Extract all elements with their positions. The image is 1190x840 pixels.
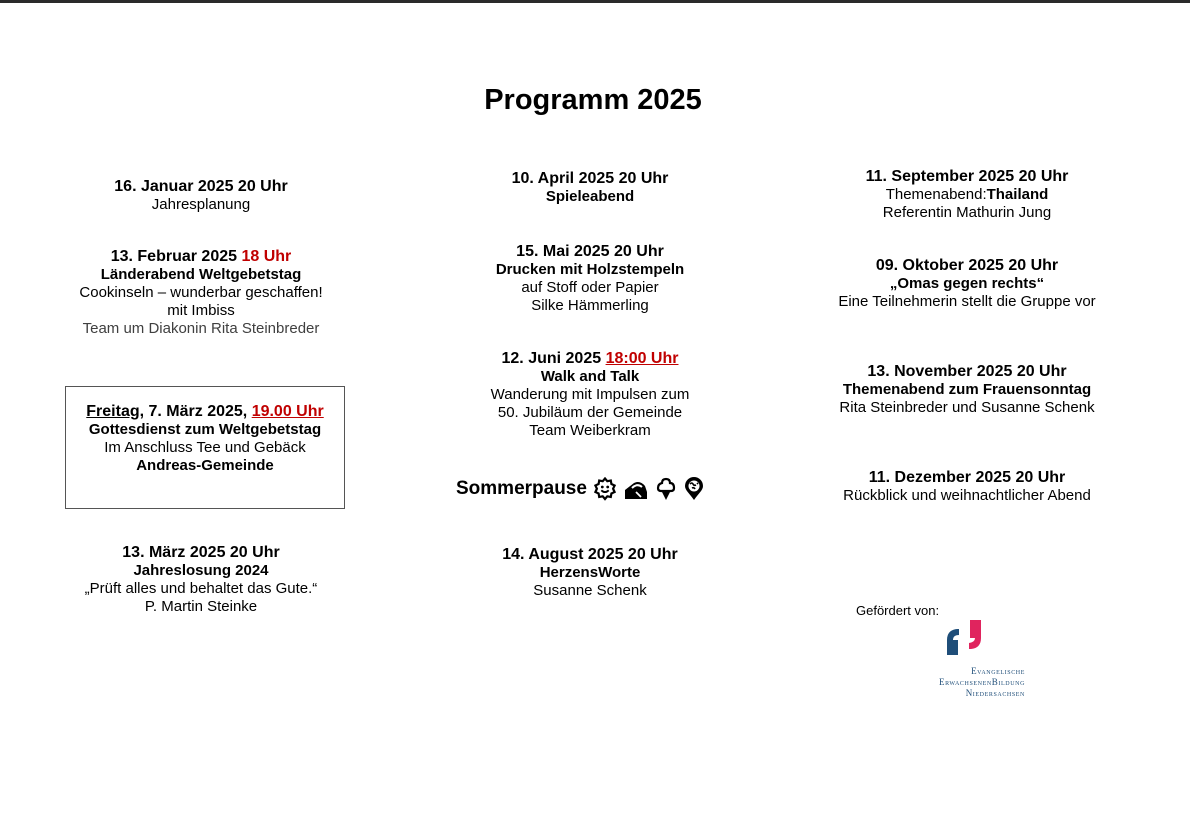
- event-date: 14. August 2025 20 Uhr: [502, 546, 678, 563]
- event-januar: [60, 178, 342, 214]
- event-date: 10. April 2025 20 Uhr: [511, 170, 669, 187]
- event-desc: Themenabend:Thailand: [885, 186, 1049, 203]
- event-title: HerzensWorte: [539, 564, 641, 581]
- event-date: 13. Februar 2025 18 Uhr: [110, 248, 292, 265]
- event-host: P. Martin Steinke: [144, 598, 258, 615]
- event-time: 18 Uhr: [241, 248, 292, 265]
- event-mai: [445, 243, 735, 315]
- event-host: Referentin Mathurin Jung: [882, 204, 1052, 221]
- event-title: Drucken mit Holzstempeln: [495, 261, 685, 278]
- event-oktober: [817, 257, 1117, 311]
- event-november: [817, 363, 1117, 417]
- event-desc: Rückblick und weihnachtlicher Abend: [843, 487, 1091, 504]
- summer-break-label: Sommerpause: [456, 478, 587, 499]
- event-juni: [445, 350, 735, 440]
- swimming-icon: [623, 477, 649, 501]
- globe-pin-icon: [683, 477, 705, 501]
- event-title: Länderabend Weltgebetstag: [100, 266, 302, 283]
- page-title: Programm 2025: [484, 84, 702, 116]
- event-date: 11. September 2025 20 Uhr: [865, 168, 1069, 185]
- event-date: 13. März 2025 20 Uhr: [122, 544, 280, 561]
- event-desc: Im Anschluss Tee und Gebäck: [104, 439, 306, 456]
- event-title: Spieleabend: [545, 188, 635, 205]
- logo-text: Evangelische ErwachsenenBildung Niedersachsen: [939, 666, 1025, 698]
- sponsor-label: Gefördert von:: [856, 603, 940, 618]
- event-dezember: [817, 469, 1117, 505]
- event-desc: Eine Teilnehmerin stellt die Gruppe vor: [838, 293, 1096, 310]
- event-location: Andreas-Gemeinde: [136, 457, 274, 474]
- event-host: Rita Steinbreder und Susanne Schenk: [839, 399, 1095, 416]
- event-date: Freitag, 7. März 2025, 19.00 Uhr: [86, 403, 324, 420]
- summer-break: [456, 477, 705, 501]
- event-title: Gottesdienst zum Weltgebetstag: [88, 421, 322, 438]
- event-maerz-7: [65, 403, 345, 475]
- event-april: [445, 170, 735, 206]
- event-desc: „Prüft alles und behaltet das Gute.“: [84, 580, 318, 597]
- event-date: 12. Juni 2025 18:00 Uhr: [501, 350, 679, 367]
- event-time: 18:00 Uhr: [605, 350, 679, 367]
- ice-cream-icon: [655, 477, 677, 501]
- event-desc: Jahresplanung: [151, 196, 251, 213]
- event-title: Themenabend zum Frauensonntag: [842, 381, 1092, 398]
- event-host: Team um Diakonin Rita Steinbreder: [82, 320, 320, 337]
- event-desc: auf Stoff oder Papier: [521, 279, 659, 296]
- top-border: [0, 0, 1190, 3]
- event-date: 16. Januar 2025 20 Uhr: [114, 178, 288, 195]
- event-maerz-13: [60, 544, 342, 616]
- event-desc: Cookinseln – wunderbar geschaffen!: [79, 284, 323, 301]
- event-date: 11. Dezember 2025 20 Uhr: [868, 469, 1066, 486]
- smiling-sun-icon: [593, 477, 617, 501]
- event-host: Susanne Schenk: [533, 582, 647, 599]
- event-september: [817, 168, 1117, 222]
- event-desc: Wanderung mit Impulsen zum: [490, 386, 690, 403]
- event-time: 19.00 Uhr: [251, 403, 324, 420]
- event-host: Team Weiberkram: [529, 422, 651, 439]
- event-title: „Omas gegen rechts“: [889, 275, 1045, 292]
- event-date: 13. November 2025 20 Uhr: [867, 363, 1067, 380]
- eeb-logo-icon: [895, 618, 1025, 662]
- event-desc: mit Imbiss: [167, 302, 235, 319]
- event-host: Silke Hämmerling: [531, 297, 649, 314]
- event-desc: 50. Jubiläum der Gemeinde: [497, 404, 683, 421]
- event-date: 15. Mai 2025 20 Uhr: [516, 243, 664, 260]
- sponsor-logo: [895, 618, 1025, 702]
- event-februar: [60, 248, 342, 338]
- event-date: 09. Oktober 2025 20 Uhr: [875, 257, 1059, 274]
- event-title: Jahreslosung 2024: [133, 562, 269, 579]
- event-august: [445, 546, 735, 600]
- event-title: Walk and Talk: [540, 368, 640, 385]
